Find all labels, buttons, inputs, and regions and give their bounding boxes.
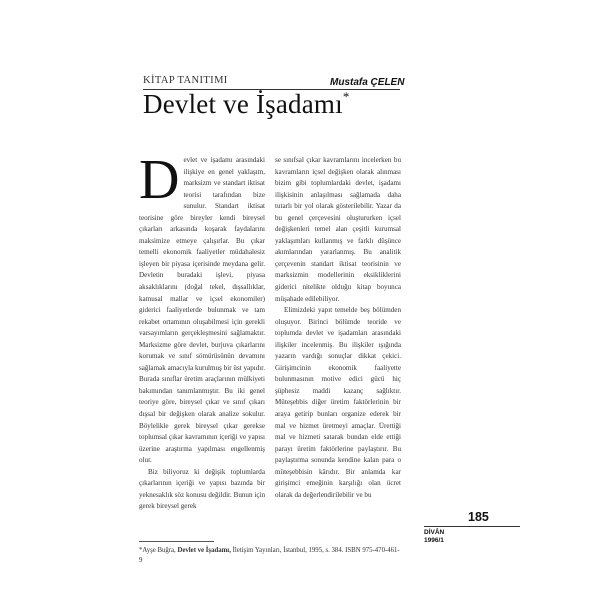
article-title <box>143 89 350 120</box>
paragraph: Elimizdeki yapıt temelde beş bölümden oluşuyor. Birinci bölümde teoride ve toplumda devlet ve işadamları arasındaki ilişkiler incelenmiş. Bu ilişkiler ışığında yazarın vardığı sonuçlar dikkat çekici. Girişimcinin ekonomik faaliyette bulunmasının motive edici gücü hiç şüphesiz maddi kazanç sağlıktır. Müteşebbis diğer üretim faktörlerinin bir araya getirip bunları organize ederek bir mal ve hizmet üretmeyi amaçlar. Ürettiği mal ve hizmeti satarak bundan elde ettiği parayı üretim faktörlerine paylaştırır. Bu paylaştırma sonunda kendine kalan para o müteşebbisin kârıdır. Bir anlamda kar girişimci emeğinin karşılığı olan ücret olarak da değerlendirilebilir ve bu <box>275 306 401 499</box>
text-column-right <box>275 155 401 538</box>
journal-issue: 1996/1 <box>424 537 444 544</box>
article-author: Mustafa ÇELEN <box>330 77 405 88</box>
footnote-divider <box>139 541 214 542</box>
section-label: KİTAP TANITIMI <box>143 75 228 86</box>
paragraph-text: evlet ve işadamı arasındaki ilişkiye en genel yaklaşım, marksizm ve standart iktisat teorisi tarafından bize sunulur. Standart iktisat teorisine göre bireyler kendi bireysel çıkarları arkasında koşarak faydalarını maksimize etmeye çalışırlar. Bu çıkar temelli ekonomik faaliyetler müdahalesiz işleyen bir piyasa içerisinde meydana gelir. Devletin buradaki işlevi, piyasa aksaklıklarını (doğal tekel, dışsallıklar, kamusal mallar ve içsel ekonomiler) giderici faaliyetlerde bulunmak ve tam rekabet ortamının oluşabilmesi için gerekli varsayımların gerçekleşmesini sağlamaktır. Marksizme göre devlet, burjuva çıkarlarını korumak ve sınıf sömürüsünün devamını sağlamak amacıyla kurulmuş bir üst yapıdır. Burada sınıflar üretim araçlarının mülkiyeti bakımından tanımlanmıştır. Bu iki genel teoriye göre, bireysel çıkar ve sınıf çıkarı dışsal bir değişken olarak analize sokulur. Böylelikle gerek bireysel çıkar gerekse toplumsal çıkar kavramının içeriği ve yapısı üzerine araştırma yapılması engellenmiş olur. <box>139 156 265 465</box>
page-number-rule <box>424 526 520 527</box>
footnote-author: Ayşe Buğra, <box>142 547 176 554</box>
footnote-details: İletişim Yayınları, İstanbul, 1995, s. 384. ISBN 975-470-461-9 <box>139 547 400 564</box>
journal-info <box>424 529 444 545</box>
paragraph: se sınıfsal çıkar kavramlarını incelerken bu kavramların içsel değişken olarak alınması bizim gibi toplumlardaki devlet, işadamı ilişkisinin anlaşılması sağlamada daha tutarlı bir yol olarak gösterilebilir. Yazar da bu genel çerçevesini oluştururken içsel değişkenleri temel alan çeşitli kurumsal yaklaşımları kullanmış ve farklı düşünce akımlarından yararlanmış. Bu analitik çerçevenin standart iktisat teorisinin ve marksizmin modellerinin eksikliklerini giderici nitelikte olduğu kitap boyunca müşahade edilebiliyor. <box>275 156 401 303</box>
footnote <box>139 546 401 565</box>
title-footnote-mark: * <box>342 89 350 104</box>
paragraph: Biz biliyoruz ki değişik toplumlarda çıkarlarının içeriği ve yapısı bazında bir yeknesaklık söz konusu değildir. Bunun için gerek bireysel gerek <box>139 467 265 511</box>
drop-cap: D <box>139 155 180 211</box>
paragraph <box>139 155 265 467</box>
article-title-text: Devlet ve İşadamı <box>143 89 343 119</box>
footnote-marker: * <box>139 547 143 554</box>
journal-name: DİVÂN <box>424 529 445 536</box>
footnote-book-title: Devlet ve İşadamı, <box>177 547 231 554</box>
page-number: 185 <box>468 510 489 524</box>
text-column-left <box>139 155 265 538</box>
